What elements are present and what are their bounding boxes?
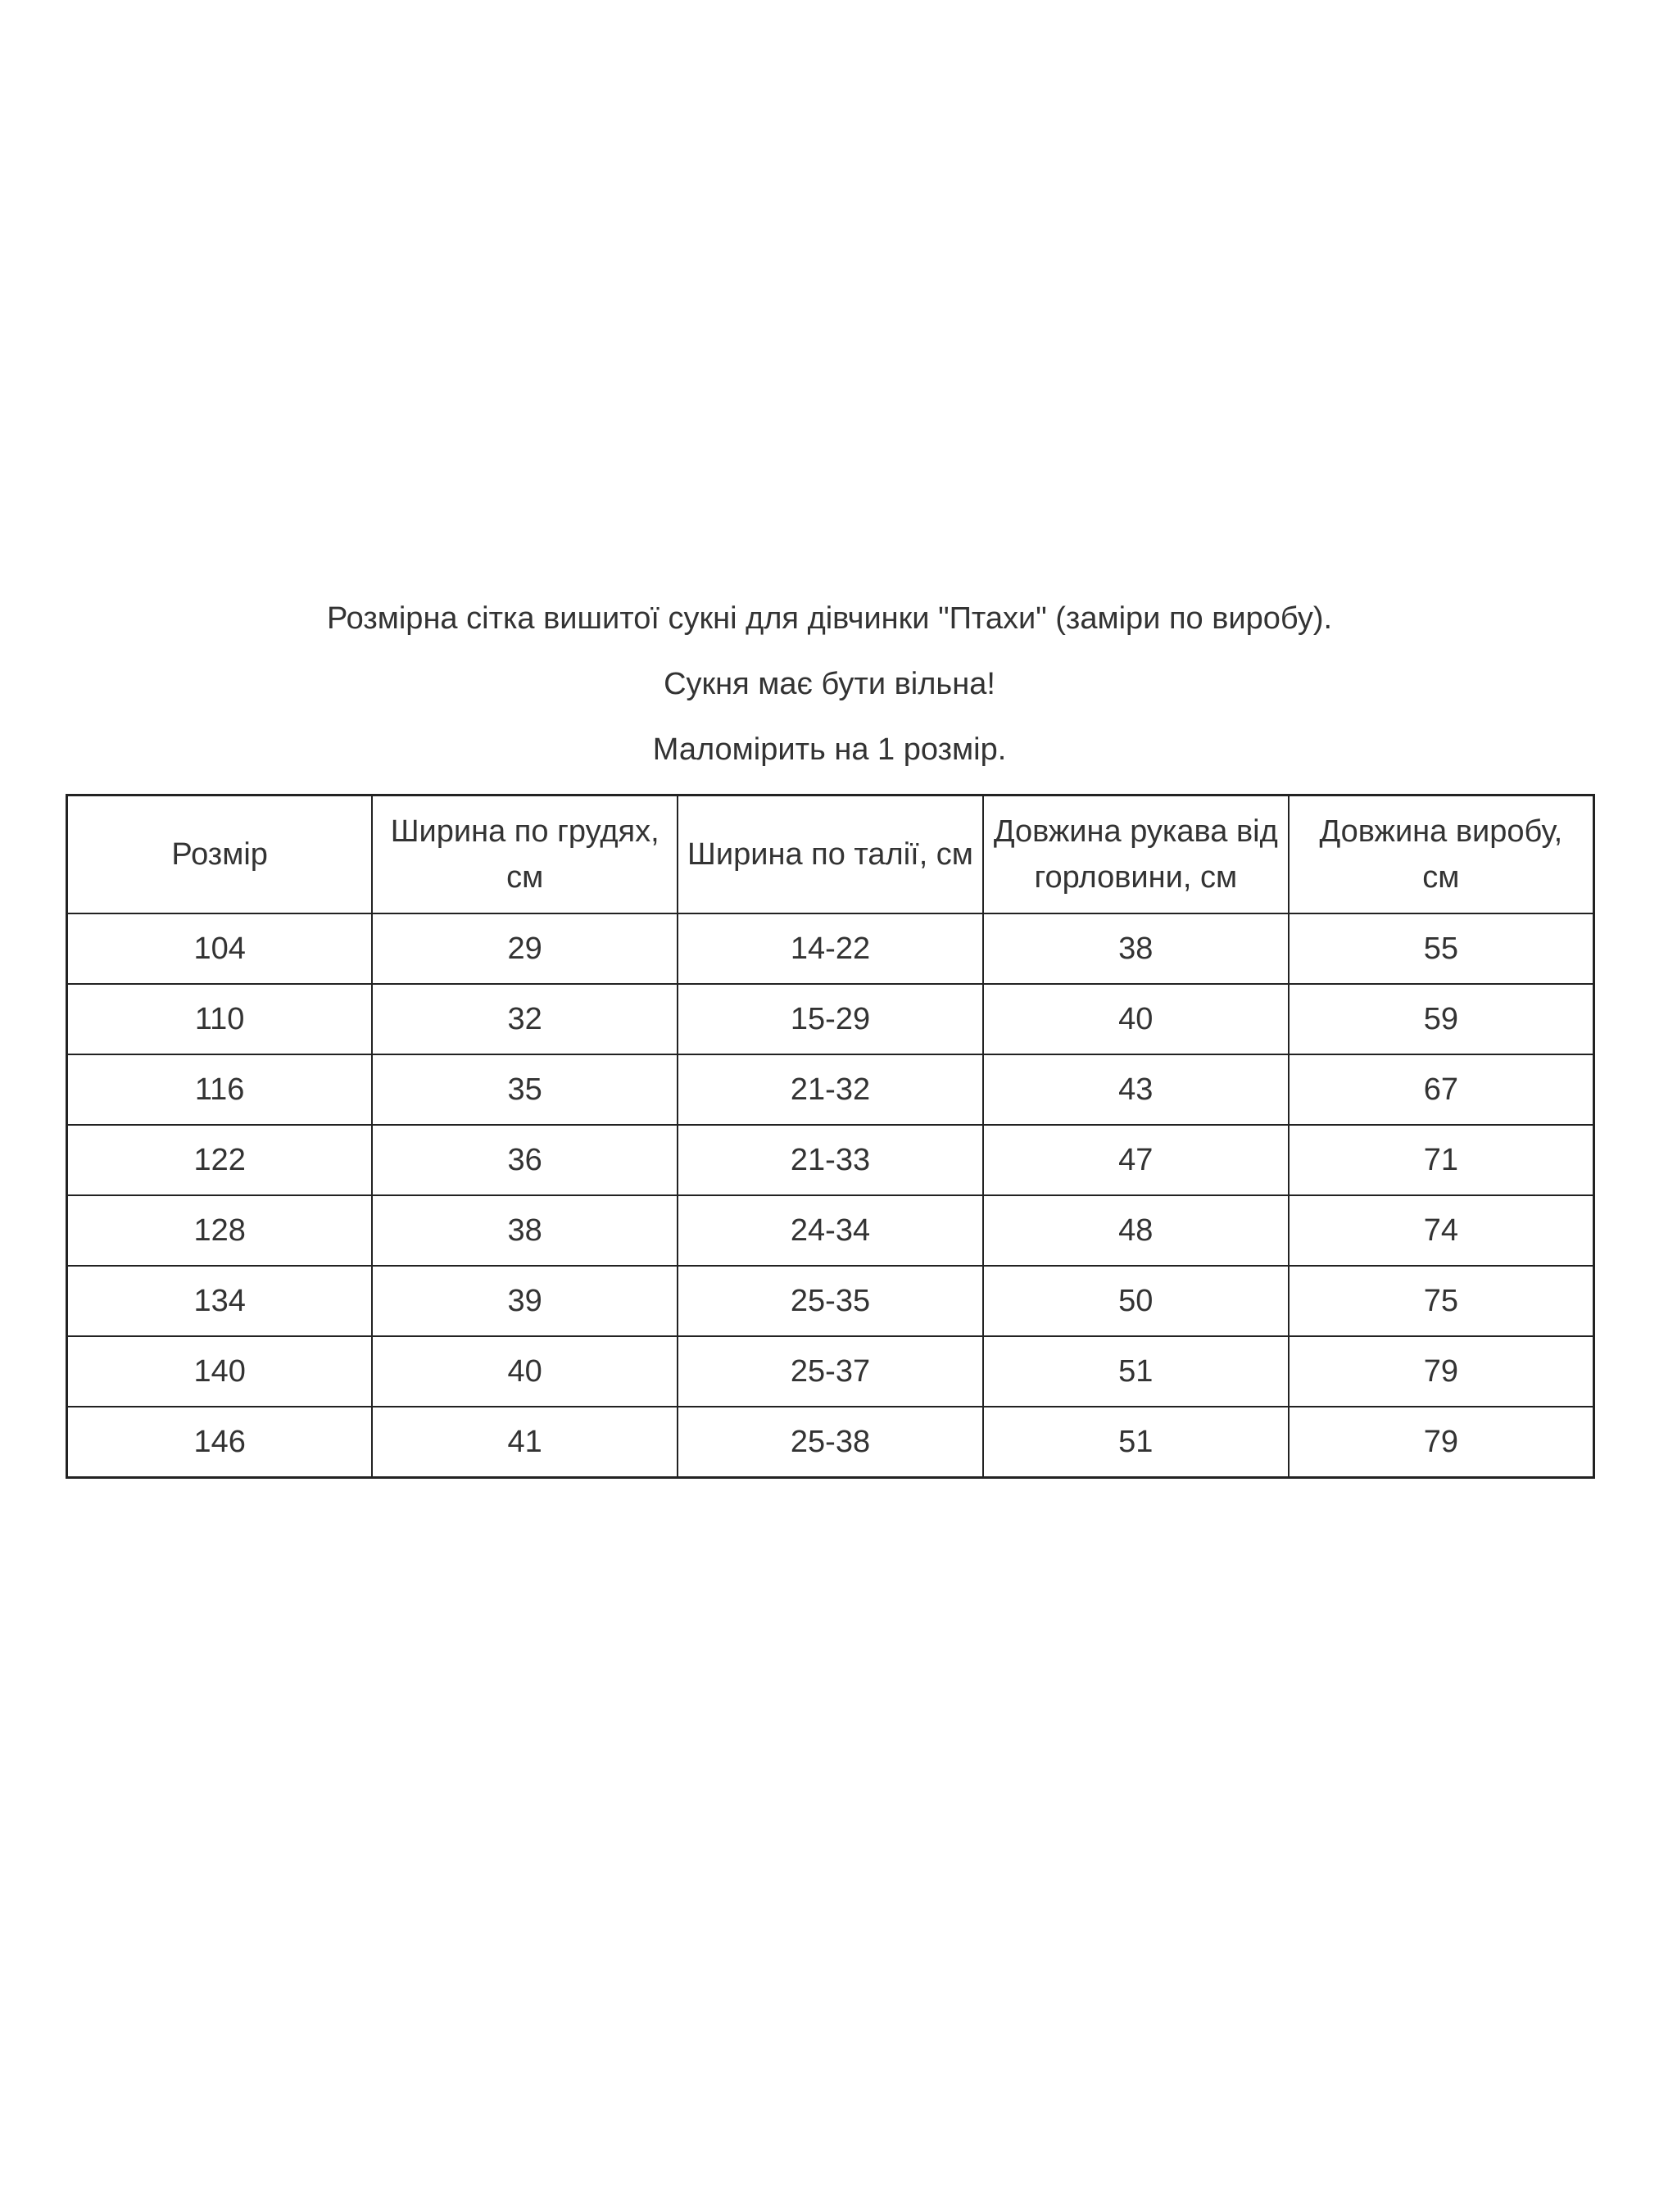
cell-chest-width: 29 xyxy=(372,913,678,984)
cell-size: 134 xyxy=(67,1266,373,1336)
cell-sleeve-length: 43 xyxy=(983,1054,1289,1125)
intro-note-sizing: Маломірить на 1 розмір. xyxy=(652,732,1007,767)
cell-waist-width: 25-37 xyxy=(678,1336,983,1407)
cell-waist-width: 15-29 xyxy=(678,984,983,1054)
cell-sleeve-length: 38 xyxy=(983,913,1289,984)
cell-sleeve-length: 48 xyxy=(983,1195,1289,1266)
cell-chest-width: 32 xyxy=(372,984,678,1054)
cell-waist-width: 25-38 xyxy=(678,1407,983,1478)
cell-waist-width: 21-33 xyxy=(678,1125,983,1195)
column-header-chest-width: Ширина по грудях, см xyxy=(372,796,678,914)
cell-size: 140 xyxy=(67,1336,373,1407)
cell-garment-length: 59 xyxy=(1289,984,1594,1054)
cell-chest-width: 35 xyxy=(372,1054,678,1125)
column-header-waist-width: Ширина по талії, см xyxy=(678,796,983,914)
table-header-row xyxy=(67,796,1594,914)
cell-garment-length: 74 xyxy=(1289,1195,1594,1266)
cell-size: 116 xyxy=(67,1054,373,1125)
cell-sleeve-length: 50 xyxy=(983,1266,1289,1336)
table-row xyxy=(67,1336,1594,1407)
cell-sleeve-length: 51 xyxy=(983,1336,1289,1407)
column-header-garment-length: Довжина виробу, см xyxy=(1289,796,1594,914)
column-header-sleeve-length: Довжина рукава від горловини, см xyxy=(983,796,1289,914)
cell-garment-length: 75 xyxy=(1289,1266,1594,1336)
table-row xyxy=(67,984,1594,1054)
cell-garment-length: 67 xyxy=(1289,1054,1594,1125)
cell-chest-width: 38 xyxy=(372,1195,678,1266)
table-row xyxy=(67,1407,1594,1478)
table-row xyxy=(67,913,1594,984)
cell-waist-width: 24-34 xyxy=(678,1195,983,1266)
table-row xyxy=(67,1195,1594,1266)
cell-size: 128 xyxy=(67,1195,373,1266)
table-row xyxy=(67,1054,1594,1125)
intro-note-loose: Сукня має бути вільна! xyxy=(664,667,995,701)
cell-size: 122 xyxy=(67,1125,373,1195)
cell-sleeve-length: 40 xyxy=(983,984,1289,1054)
cell-chest-width: 36 xyxy=(372,1125,678,1195)
cell-sleeve-length: 47 xyxy=(983,1125,1289,1195)
cell-garment-length: 79 xyxy=(1289,1407,1594,1478)
cell-chest-width: 41 xyxy=(372,1407,678,1478)
cell-sleeve-length: 51 xyxy=(983,1407,1289,1478)
cell-size: 146 xyxy=(67,1407,373,1478)
cell-waist-width: 21-32 xyxy=(678,1054,983,1125)
intro-title: Розмірна сітка вишитої сукні для дівчинки "Птахи" (заміри по виробу). xyxy=(326,601,1333,636)
table-row xyxy=(67,1266,1594,1336)
cell-size: 110 xyxy=(67,984,373,1054)
cell-waist-width: 25-35 xyxy=(678,1266,983,1336)
table-row xyxy=(67,1125,1594,1195)
size-chart-table xyxy=(66,794,1595,1479)
cell-garment-length: 79 xyxy=(1289,1336,1594,1407)
cell-garment-length: 55 xyxy=(1289,913,1594,984)
cell-size: 104 xyxy=(67,913,373,984)
table-body xyxy=(67,913,1594,1478)
cell-chest-width: 40 xyxy=(372,1336,678,1407)
column-header-size: Розмір xyxy=(67,796,373,914)
cell-chest-width: 39 xyxy=(372,1266,678,1336)
cell-waist-width: 14-22 xyxy=(678,913,983,984)
cell-garment-length: 71 xyxy=(1289,1125,1594,1195)
